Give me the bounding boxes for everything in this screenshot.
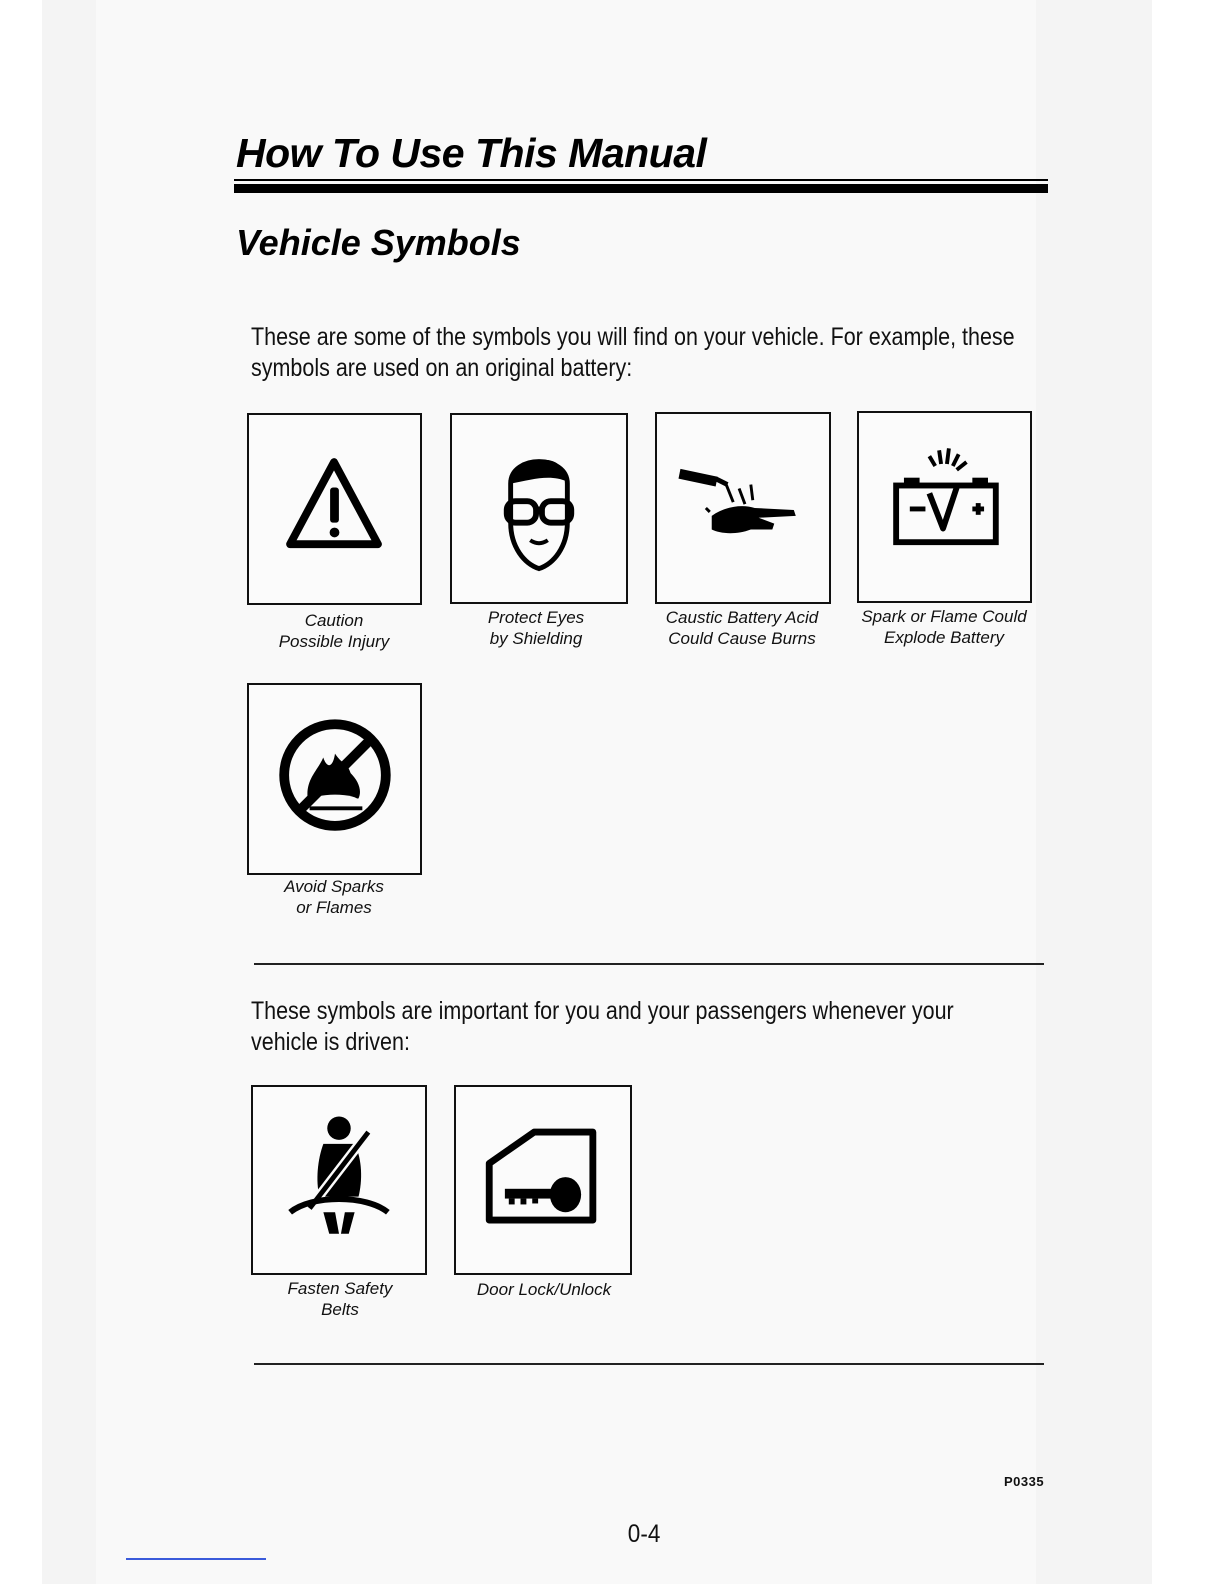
section-heading: Vehicle Symbols	[236, 222, 521, 263]
caption-avoid-sparks	[248, 876, 420, 918]
section-divider	[254, 963, 1044, 965]
caption-battery-spark	[848, 606, 1040, 648]
caption-protect-eyes	[450, 607, 622, 649]
caption-line: Explode Battery	[883, 628, 1004, 647]
battery-spark-icon	[857, 411, 1032, 603]
no-flame-icon	[247, 683, 422, 875]
caption-line: Belts	[321, 1300, 359, 1319]
title-rule-thick	[234, 184, 1048, 193]
caption-caution	[246, 610, 422, 652]
caption-line: Protect Eyes	[487, 608, 585, 627]
caption-door-lock	[456, 1279, 632, 1300]
caution-triangle-icon	[247, 413, 422, 605]
intro-paragraph-battery: These are some of the symbols you will find on your vehicle. For example, these symbols are used on an original battery:	[251, 323, 1015, 382]
page-number: 0-4	[627, 1520, 661, 1548]
intro-paragraph-passengers: These symbols are important for you and your passengers whenever your vehicle is driven:	[251, 997, 954, 1056]
caption-line: Door Lock/Unlock	[476, 1280, 612, 1299]
caption-line: Avoid Sparks	[284, 877, 384, 896]
eye-protection-icon	[450, 413, 628, 604]
bottom-link-underline	[126, 1558, 266, 1560]
caption-seatbelt	[252, 1278, 428, 1320]
door-lock-icon	[454, 1085, 632, 1275]
caption-line: Caustic Battery Acid	[665, 608, 819, 627]
section-divider	[254, 1363, 1044, 1365]
caption-line: Fasten Safety	[287, 1279, 393, 1298]
page-title: How To Use This Manual	[236, 130, 707, 176]
caption-line: Could Cause Burns	[668, 629, 816, 648]
caustic-acid-hand-icon	[655, 412, 831, 604]
caption-caustic-acid	[650, 607, 834, 649]
caption-line: Caution	[304, 611, 364, 630]
caption-line: by Shielding	[489, 629, 583, 648]
seatbelt-icon	[251, 1085, 427, 1275]
figure-code: P0335	[1004, 1474, 1045, 1489]
title-rule-thin	[234, 179, 1048, 181]
caption-line: Spark or Flame Could	[861, 607, 1027, 626]
caption-line: Possible Injury	[278, 632, 390, 651]
caption-line: or Flames	[296, 898, 372, 917]
